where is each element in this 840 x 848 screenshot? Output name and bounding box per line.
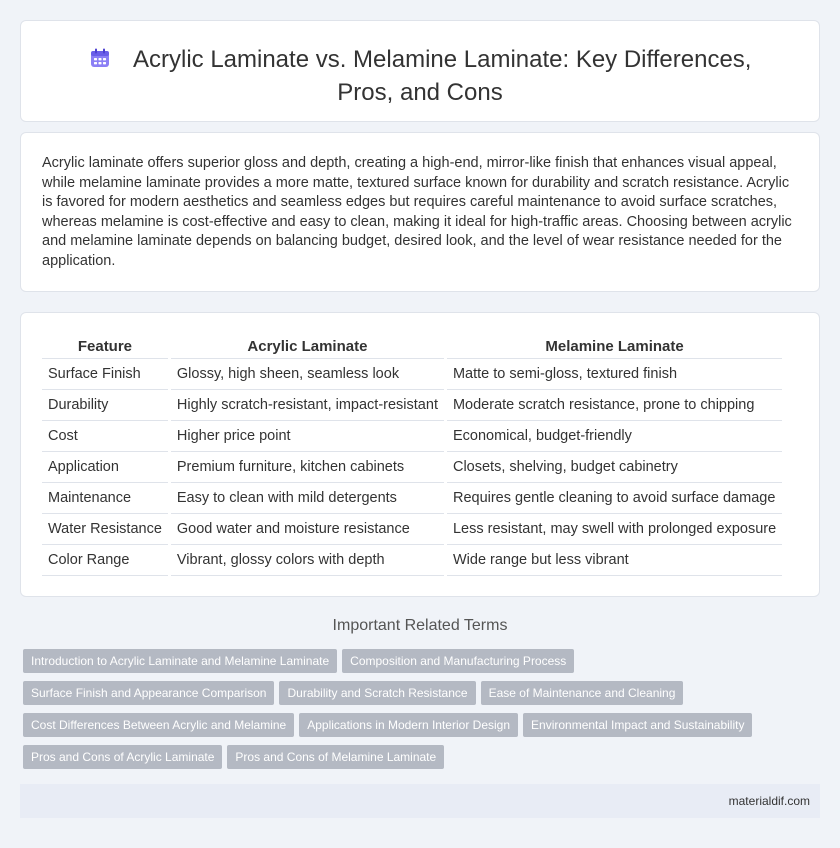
related-term-tag[interactable]: Composition and Manufacturing Process [342,649,574,673]
cell-acrylic: Vibrant, glossy colors with depth [169,544,445,575]
header-feature: Feature [42,333,169,358]
cell-melamine: Requires gentle cleaning to avoid surface damage [445,482,782,513]
table-row [42,451,782,482]
related-term-tag[interactable]: Applications in Modern Interior Design [299,713,518,737]
cell-feature: Durability [42,389,169,420]
related-term-tag[interactable]: Pros and Cons of Acrylic Laminate [23,745,222,769]
comparison-table [42,333,782,576]
related-term-tag[interactable]: Ease of Maintenance and Cleaning [481,681,684,705]
header-card [20,20,820,122]
table-row [42,482,782,513]
cell-melamine: Matte to semi-gloss, textured finish [445,358,782,389]
footer [20,784,820,818]
footer-site-link[interactable]: materialdif.com [728,794,810,808]
cell-feature: Maintenance [42,482,169,513]
table-row [42,358,782,389]
table-row [42,513,782,544]
cell-acrylic: Easy to clean with mild detergents [169,482,445,513]
cell-melamine: Closets, shelving, budget cabinetry [445,451,782,482]
related-term-tag[interactable]: Pros and Cons of Melamine Laminate [227,745,444,769]
title-wrap [61,43,779,109]
cell-melamine: Wide range but less vibrant [445,544,782,575]
cell-feature: Surface Finish [42,358,169,389]
related-term-tag[interactable]: Surface Finish and Appearance Comparison [23,681,274,705]
cell-feature: Color Range [42,544,169,575]
related-terms-tags [23,649,813,777]
calendar-icon [89,47,111,69]
related-term-tag[interactable]: Introduction to Acrylic Laminate and Melamine Laminate [23,649,337,673]
cell-feature: Water Resistance [42,513,169,544]
header-acrylic: Acrylic Laminate [169,333,445,358]
cell-feature: Cost [42,420,169,451]
table-row [42,389,782,420]
cell-feature: Application [42,451,169,482]
page-title: Acrylic Laminate vs. Melamine Laminate: Key Differences, Pros, and Cons [132,46,752,106]
table-header-row [42,333,782,358]
cell-acrylic: Good water and moisture resistance [169,513,445,544]
related-term-tag[interactable]: Cost Differences Between Acrylic and Melamine [23,713,294,737]
cell-acrylic: Higher price point [169,420,445,451]
cell-melamine: Economical, budget-friendly [445,420,782,451]
table-row [42,420,782,451]
comparison-table-card [20,312,820,597]
cell-acrylic: Glossy, high sheen, seamless look [169,358,445,389]
table-row [42,544,782,575]
cell-acrylic: Highly scratch-resistant, impact-resistant [169,389,445,420]
cell-acrylic: Premium furniture, kitchen cabinets [169,451,445,482]
cell-melamine: Less resistant, may swell with prolonged exposure [445,513,782,544]
related-term-tag[interactable]: Durability and Scratch Resistance [279,681,475,705]
header-melamine: Melamine Laminate [445,333,782,358]
related-terms-heading: Important Related Terms [332,617,508,634]
intro-card [20,132,820,292]
intro-paragraph: Acrylic laminate offers superior gloss and depth, creating a high-end, mirror-like finish that enhances visual appeal, while melamine laminate provides a more matte, textured surface known for durability and scratch resistance. Acrylic is favored for modern aesthetics and seamless edges but requires careful maintenance to avoid surface scratches, whereas melamine is cost-effective and easy to clean, making it ideal for high-traffic areas. Choosing between acrylic and melamine laminate depends on balancing budget, desired look, and the level of wear resistance needed for the application. [42,155,792,269]
cell-melamine: Moderate scratch resistance, prone to chipping [445,389,782,420]
related-term-tag[interactable]: Environmental Impact and Sustainability [523,713,752,737]
